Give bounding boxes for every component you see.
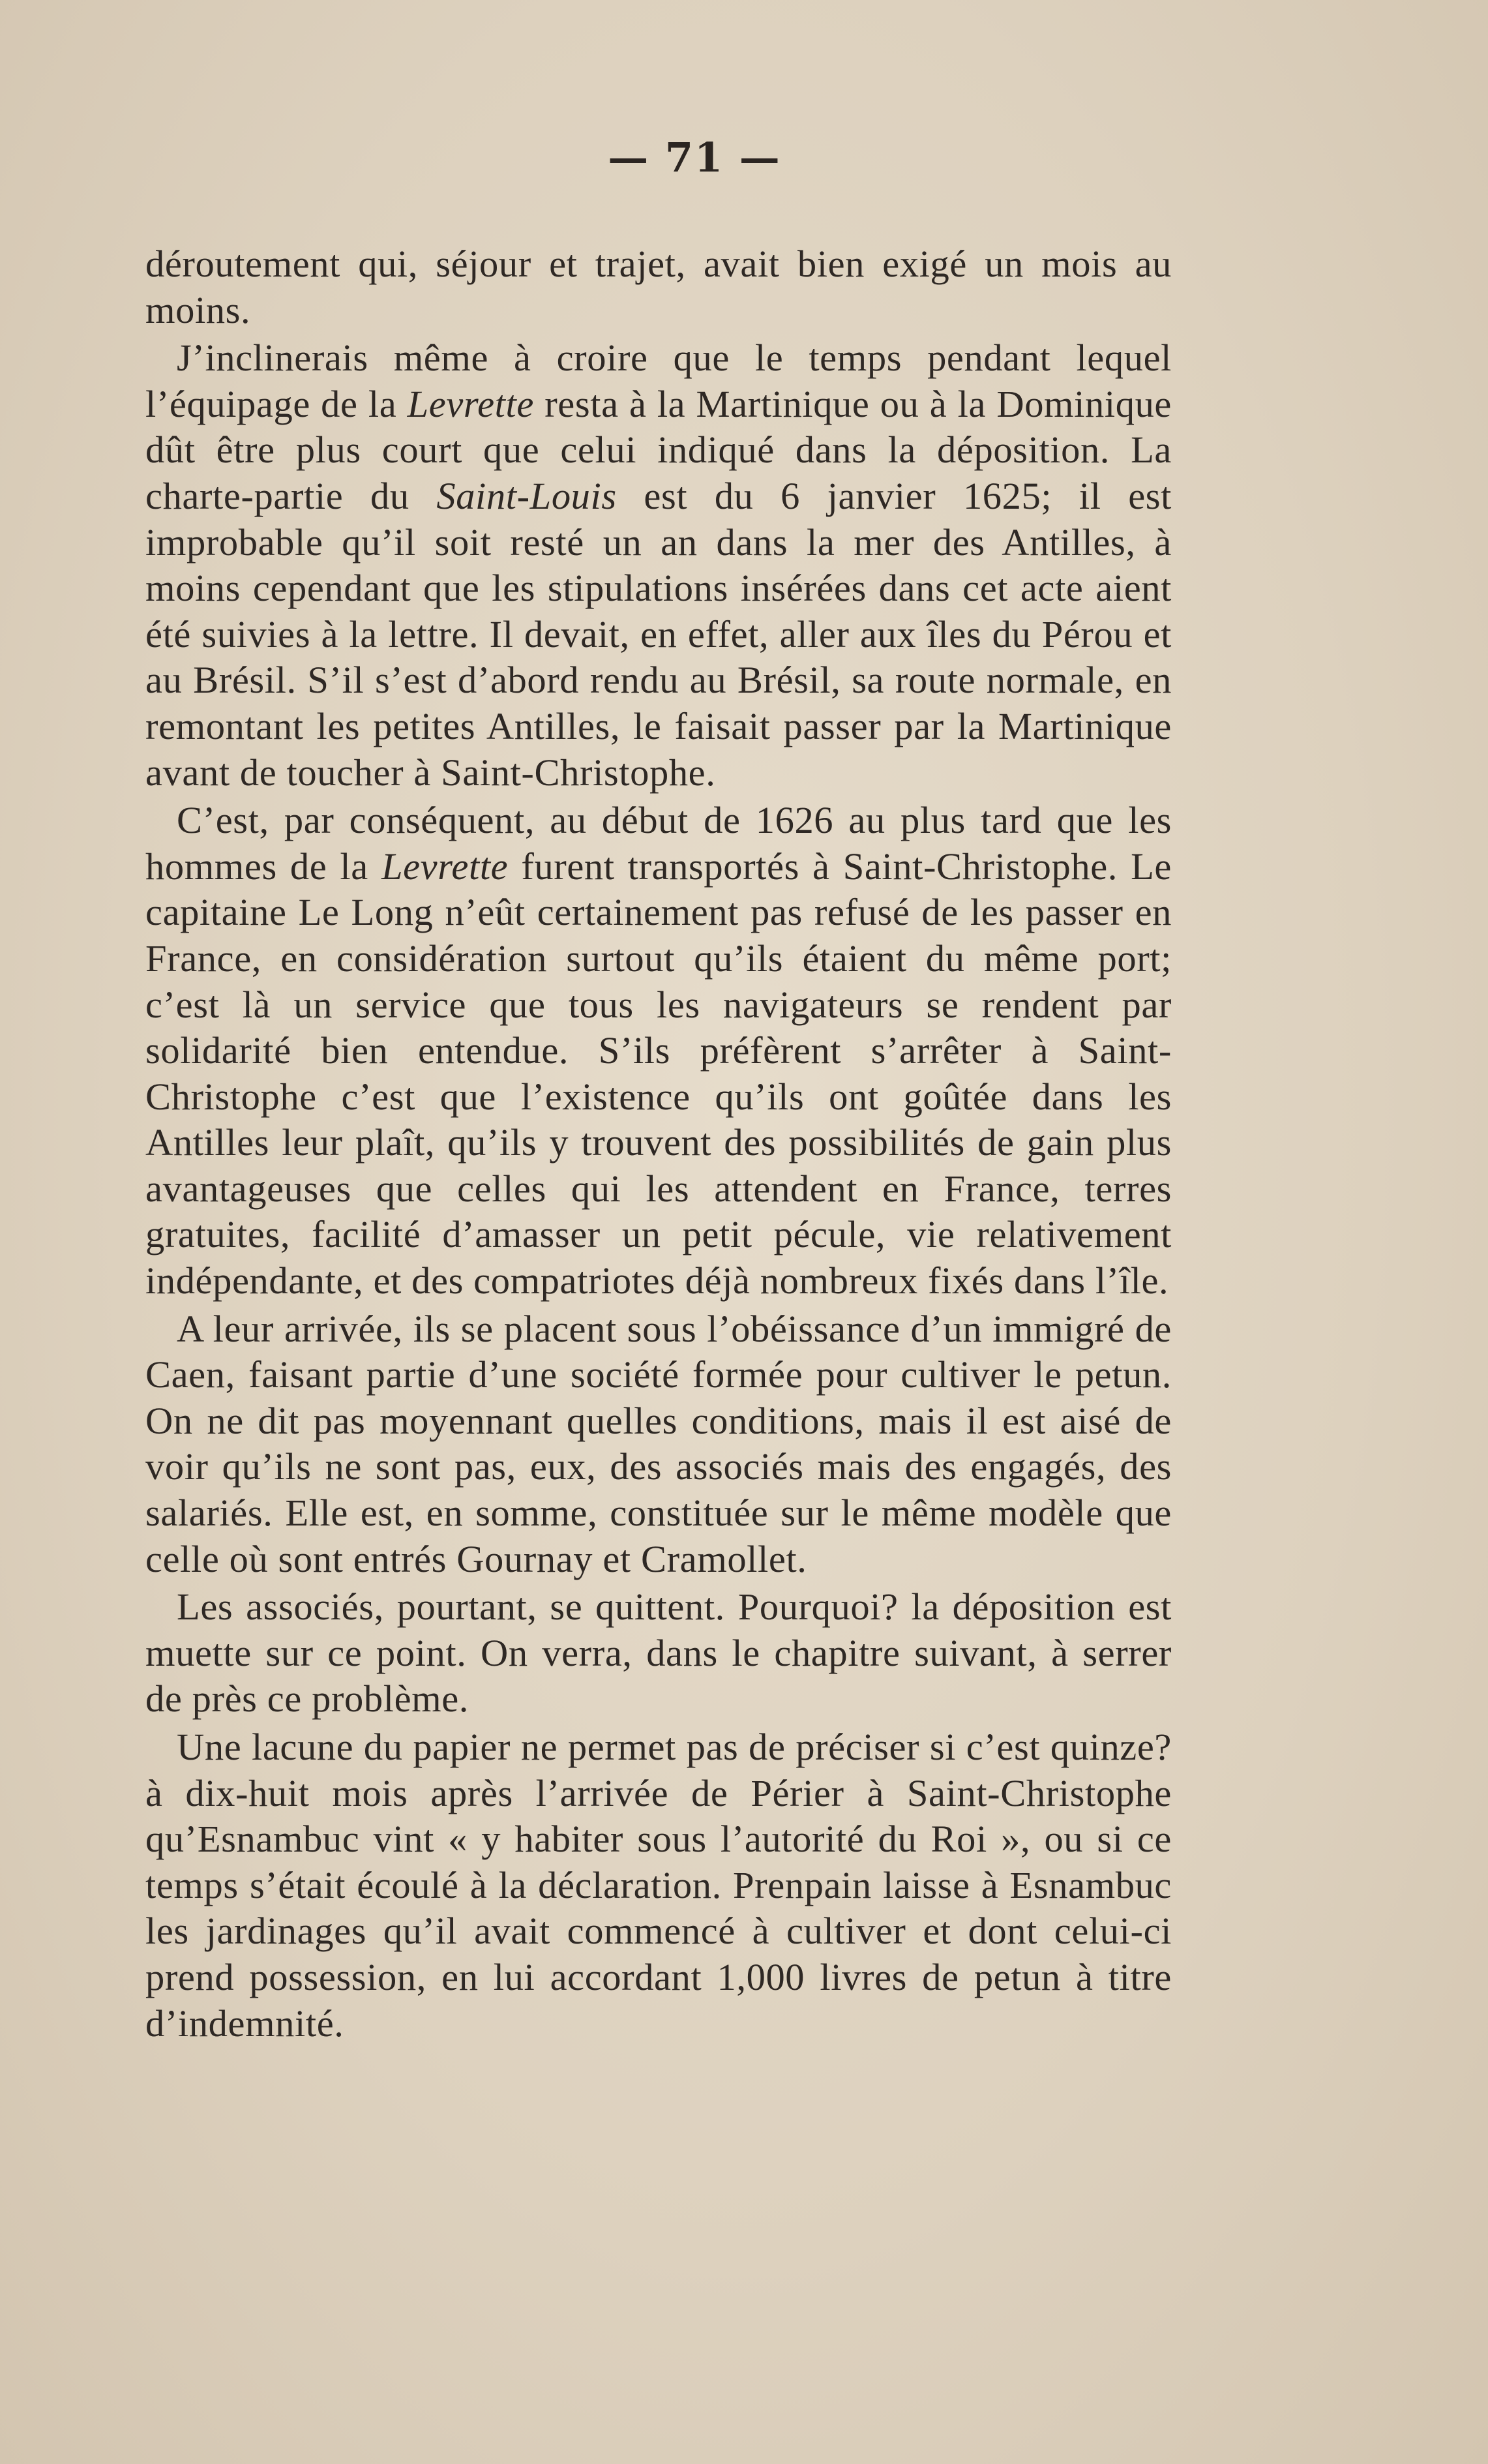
body-text — [145, 241, 1172, 2047]
paragraph-2-text-c: est du 6 janvier 1625; il est improbable qu’il soit resté un an dans la mer des Antilles, à moins cependant que les stipulations insérées dans cet acte aient été suivies à la lettre. Il devait, en effet, aller aux îles du Pérou et au Brésil. S’il s’est d’abord rendu au Brésil, sa route normale, en remontant les petites Antilles, le faisait passer par la Martinique avant de toucher à Saint-Christophe. — [145, 474, 1172, 794]
page-number: — 71 — — [608, 134, 781, 181]
paragraph-3 — [145, 798, 1172, 1304]
paragraph-4: A leur arrivée, ils se placent sous l’obéissance d’un immigré de Caen, faisant partie d’une société formée pour cultiver le petun. On ne dit pas moyennant quelles conditions, mais il est aisé de voir qu’ils ne sont pas, eux, des associés mais des engagés, des salariés. Elle est, en somme, constituée sur le même modèle que celle où sont entrés Gournay et Cramollet. — [145, 1307, 1172, 1580]
paragraph-3-text-a: C’est, par conséquent, au début de 1626 au plus tard que les hommes de la — [145, 799, 1172, 888]
ship-name-saint-louis: Saint-Louis — [436, 474, 617, 517]
paragraph-2-text-a: J’inclinerais même à croire que le temps pendant lequel l’équipage de la — [145, 337, 1172, 425]
paragraph-5: Les associés, pourtant, se quittent. Pourquoi? la déposition est muette sur ce point. On verra, dans le chapitre suivant, à serrer de près ce problème. — [145, 1585, 1172, 1720]
paragraph-6: Une lacune du papier ne permet pas de préciser si c’est quinze? à dix-huit mois après l’arrivée de Périer à Saint-Christophe qu’Esnambuc vint « y habiter sous l’autorité du Roi », ou si ce temps s’était écoulé à la déclaration. Prenpain laisse à Esnambuc les jardinages qu’il avait commencé à cultiver et dont celui-ci prend possession, en lui accordant 1,000 livres de petun à titre d’indemnité. — [145, 1726, 1172, 2045]
paragraph-2 — [145, 335, 1172, 796]
ship-name-levrette: Levrette — [407, 382, 534, 425]
paragraph-1: déroutement qui, séjour et trajet, avait bien exigé un mois au moins. — [145, 243, 1172, 331]
paragraph-3-text-b: furent transportés à Saint-Christophe. Le capitaine Le Long n’eût certainement pas refusé de les passer en France, en considération surtout qu’ils étaient du même port; c’est là un service que tous les navigateurs se rendent par solidarité bien entendue. S’ils préfèrent s’arrêter à Saint-Christophe c’est que l’existence qu’ils ont goûtée dans les Antilles leur plaît, qu’ils y trouvent des possibilités de gain plus avantageuses que celles qui les attendent en France, terres gratuites, facilité d’amasser un petit pécule, vie relativement indépendante, et des compatriotes déjà nombreux fixés dans l’île. — [145, 845, 1172, 1302]
paragraph-2-text-b: resta à la Martinique ou à la Dominique dût être plus court que celui indiqué dans la déposition. La charte-partie du — [145, 382, 1172, 517]
ship-name-levrette: Levrette — [381, 845, 509, 888]
